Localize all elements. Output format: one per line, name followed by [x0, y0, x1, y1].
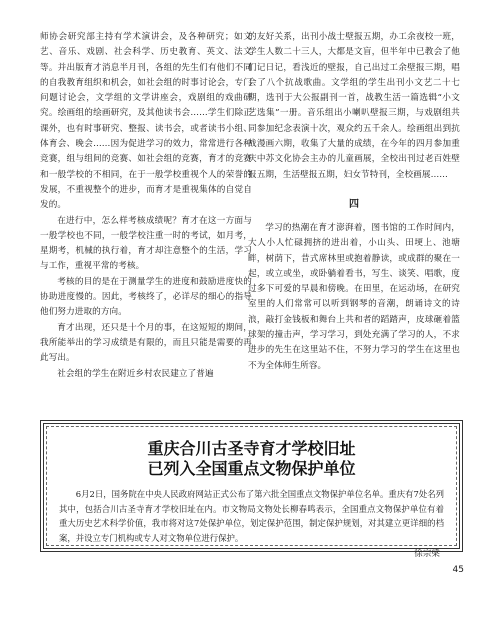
right-paragraph-top: 的友好关系，出刊小战士壁报五期，办工余夜校一班，学生人数二十三人，大都是文盲，但半年中已教会了他们记日记，看浅近的壁报，自己出过工余壁报三期，唱会了八个抗战歌曲。文学组的学生出刊小文艺二十七期，选刊于大公报副刊一首，战教生活一篇选辑“小文艺选集”一册。音乐组出小喇叭壁报三期，与戏剧组共同参加纪念表演十次，观众约五千余人。绘画组出到抗战漫画六期，收集了大量的成绩，在今年的四月参加重庆中苏文化协会主办的儿童画展，全校出刊过老百姓壁报五期，生活壁报五期，妇女节特刊，全校画展……: [248, 32, 460, 180]
left-paragraph-4: 育才出现，还只是十个月的事，在这短短的期间，我所能举出的学习成绩是有限的，而且只能是需要的再此写出。: [40, 322, 252, 364]
right-column: [248, 30, 460, 374]
left-paragraph-1: 师协会研究部主持有学术演讲会，及各种研究；如文艺、音乐、戏剧、社会科学、历史教育、英文、法文等。并出版育才消息半月刊，各组的先生们有他们不同的自我教育组织和机会，如社会组的时事讨论会，专门问题讨论会，文学组的文学讲座会，戏剧组的戏曲研究。绘画组的绘画研究，及其他读书会……学生们除正课外，也有时事研究、整报、读书会，或者读书小组、体育会、晚会……因为促进学习的效力，常常进行各种竞赛，组与组间的竞赛、如社会组的竞赛，育才的竞赛和一般学校的不相同，在于一般学校重视个人的荣誉的发展，不重视整个的进步，而育才是重视集体的自觉自发的。: [40, 32, 252, 211]
page-number: 45: [452, 565, 464, 575]
right-paragraph-bottom: 学习的热潮在育才澎湃着，图书馆的工作时间内，大人小人忙碌拥挤的进出着，小山头、田埂上、池塘畔，树荫下，昔式席林里或抱着静读，或成群的聚在一起，或立或坐，或卧躺着看书，写生、谈笑、唱歌，度过多下可爱的早晨和傍晚。在田里，在运动场，在研究室里的人们常常可以听到钢琴的音潮，朗诵诗文的诗浪，敲打金钱板和舞台上共和者的蹈踏声，皮球砸着篮球架的撞击声，学习学习，到处充满了学习的人，不求进步的先生在这里站不住，不努力学习的学生在这里也不为全体师生所容。: [248, 222, 460, 371]
notice-inner-frame: [46, 426, 457, 560]
left-column: [40, 30, 252, 382]
left-paragraph-5: 社会组的学生在附近乡村农民建立了普遍: [57, 368, 214, 379]
notice-title: [59, 439, 444, 479]
notice-title-line-1: 重庆合川古圣寺育才学校旧址: [147, 439, 356, 458]
notice-title-line-2: 已列入全国重点文物保护单位: [147, 459, 356, 478]
notice-author: 徐宗梁: [414, 549, 440, 560]
left-paragraph-3: 考核的目的是在于测量学生的进度和鼓励进度快的协助进度慢的。因此，考核终了，必详尽的细心的指导他们努力进取的方向。: [40, 276, 252, 318]
notice-box: [40, 420, 463, 560]
section-number: 四: [348, 198, 360, 210]
notice-body: 6月2日，国务院在中央人民政府网站正式公布了第六批全国重点文物保护单位名单。重庆有7处名列其中，包括合川古圣寺育才学校旧址在内。市文物局文物处长柳春鸣表示，全国重点文物保护单位有着重大历史艺术科学价值，我市将对这7处保护单位，划定保护范围，制定保护规划，对其建立更详细的档案，并设立专门机构或专人对文物单位进行保护。: [59, 489, 444, 543]
left-paragraph-2: 在进行中，怎么样考核成绩呢？育才在这一方面与一般学校也不同，一般学校注重一时的考试，如月考，星期考，机械的执行着，育才却注意整个的生活，学习与工作，重视平常的考核。: [40, 215, 252, 272]
